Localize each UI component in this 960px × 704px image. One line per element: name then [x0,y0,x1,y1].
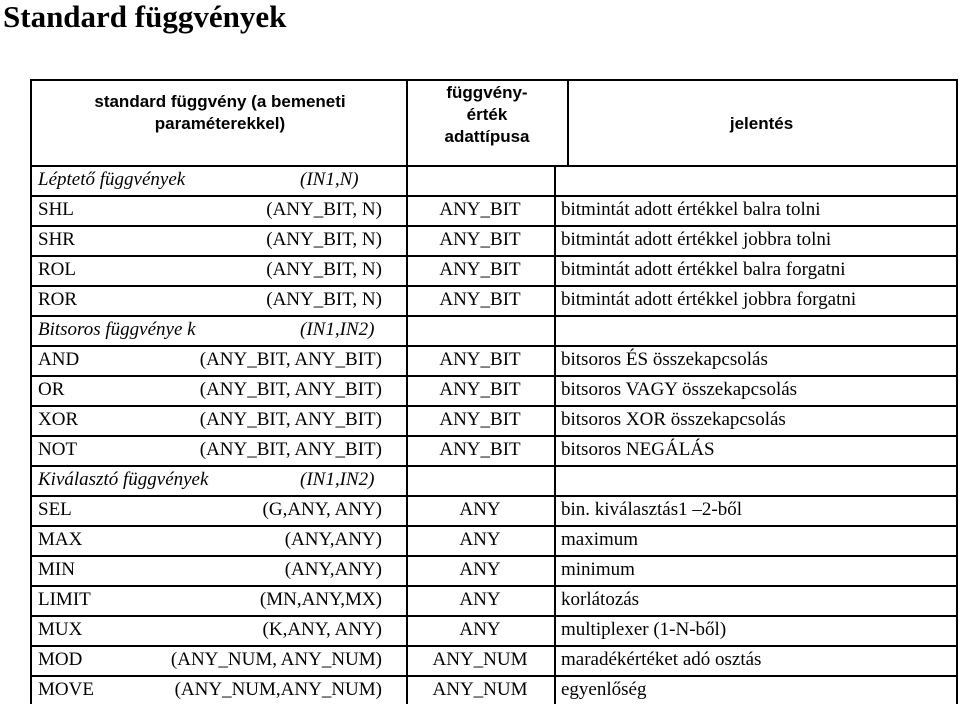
column-divider [554,195,556,225]
return-type: ANY_BIT [439,409,521,430]
column-divider [554,405,556,435]
function-table [30,79,958,704]
function-name: LIMIT [38,589,91,610]
meaning: bitmintát adott értékkel balra forgatni [561,259,846,280]
return-type: ANY_BIT [439,289,521,310]
meaning: bitmintát adott értékkel jobbra tolni [561,229,832,250]
function-args: (ANY_BIT, N) [266,259,382,280]
column-divider [554,675,556,704]
meaning: minimum [561,559,635,580]
meaning: bitsoros VAGY összekapcsolás [561,379,798,400]
row-divider [30,585,958,587]
column-divider [554,225,556,255]
column-divider [554,315,556,345]
header-meaning-label: jelentés [729,114,794,133]
row-divider [30,345,958,347]
column-divider [554,525,556,555]
column-divider [554,555,556,585]
column-divider [554,435,556,465]
column-divider [406,285,408,315]
column-divider [554,495,556,525]
return-type: ANY [459,499,501,520]
column-divider [406,255,408,285]
row-divider [30,285,958,287]
column-divider [554,465,556,495]
return-type: ANY [459,529,501,550]
header-function-line: standard függvény (a bemeneti [94,92,346,111]
return-type: ANY_BIT [439,259,521,280]
column-divider [554,585,556,615]
row-divider [30,465,958,467]
header-function-line: paraméterekkel) [154,114,286,133]
function-args: (ANY_NUM, ANY_NUM) [170,649,382,670]
function-name: SEL [38,499,72,520]
row-divider [30,225,958,227]
function-name: MAX [38,529,83,550]
row-divider [30,195,958,197]
column-divider [406,465,408,495]
column-divider [406,645,408,675]
meaning: maximum [561,529,639,550]
row-divider [30,79,958,81]
meaning: bitsoros XOR összekapcsolás [561,409,786,430]
function-args: (MN,ANY,MX) [259,589,382,610]
return-type: ANY_BIT [439,349,521,370]
function-name: MUX [38,619,83,640]
return-type: ANY [459,559,501,580]
column-divider [554,255,556,285]
function-args: (ANY_BIT, ANY_BIT) [199,379,382,400]
function-name: SHL [38,199,74,220]
header-type-line: érték [466,105,508,124]
row-divider [30,495,958,497]
column-divider [406,435,408,465]
row-divider [30,405,958,407]
meaning: korlátozás [561,589,640,610]
section-params: (IN1,IN2) [300,469,375,490]
meaning: maradékértéket adó osztás [561,649,762,670]
column-divider [956,79,958,704]
header-meaning-col [565,113,958,135]
function-args: (ANY_BIT, ANY_BIT) [199,409,382,430]
column-divider [406,615,408,645]
header-type-col [410,82,564,148]
return-type: ANY_BIT [439,199,521,220]
row-divider [30,435,958,437]
return-type: ANY_NUM [432,679,528,700]
return-type: ANY_BIT [439,439,521,460]
row-divider [30,255,958,257]
meaning: bitmintát adott értékkel jobbra forgatni [561,289,857,310]
column-divider [554,645,556,675]
column-divider [406,585,408,615]
function-name: ROR [38,289,78,310]
section-title: Léptető függvények [38,169,186,190]
meaning: bitsoros NEGÁLÁS [561,439,715,460]
return-type: ANY_BIT [439,379,521,400]
column-divider [406,315,408,345]
function-name: SHR [38,229,75,250]
row-divider [30,645,958,647]
function-args: (ANY_NUM,ANY_NUM) [174,679,382,700]
function-name: ROL [38,259,76,280]
function-name: MOVE [38,679,94,700]
row-divider [30,555,958,557]
function-args: (ANY_BIT, N) [266,199,382,220]
function-args: (ANY_BIT, ANY_BIT) [199,349,382,370]
column-divider [406,495,408,525]
column-divider [554,165,556,195]
return-type: ANY_NUM [432,649,528,670]
function-args: (G,ANY, ANY) [262,499,382,520]
column-divider [406,375,408,405]
column-divider [406,675,408,704]
meaning: bitsoros ÉS összekapcsolás [561,349,768,370]
column-divider [567,79,569,165]
column-divider [554,345,556,375]
row-divider [30,675,958,677]
function-args: (ANY_BIT, N) [266,229,382,250]
meaning: bitmintát adott értékkel balra tolni [561,199,821,220]
function-args: (ANY_BIT, N) [266,289,382,310]
column-divider [554,615,556,645]
header-type-line: függvény- [446,83,528,102]
function-name: AND [38,349,80,370]
column-divider [406,405,408,435]
meaning: multiplexer (1-N-ből) [561,619,727,640]
section-title: Bitsoros függvénye k [38,319,196,340]
column-divider [30,79,32,704]
section-params: (IN1,IN2) [300,319,375,340]
column-divider [406,225,408,255]
row-divider [30,375,958,377]
header-type-line: adattípusa [444,127,530,146]
return-type: ANY [459,619,501,640]
function-args: (ANY,ANY) [284,529,382,550]
section-title: Kiválasztó függvények [38,469,209,490]
function-args: (ANY,ANY) [284,559,382,580]
return-type: ANY [459,589,501,610]
column-divider [406,345,408,375]
function-name: XOR [38,409,79,430]
meaning: egyenlőség [561,679,647,700]
function-name: MOD [38,649,83,670]
meaning: bin. kiválasztás1 –2-ből [561,499,742,520]
column-divider [406,525,408,555]
page-title: Standard függvények [3,0,287,34]
function-args: (ANY_BIT, ANY_BIT) [199,439,382,460]
function-args: (K,ANY, ANY) [262,619,382,640]
column-divider [406,555,408,585]
row-divider [30,615,958,617]
function-name: NOT [38,439,78,460]
header-function-col [34,91,406,135]
column-divider [406,195,408,225]
function-name: OR [38,379,65,400]
column-divider [406,79,408,165]
column-divider [554,285,556,315]
row-divider [30,525,958,527]
return-type: ANY_BIT [439,229,521,250]
row-divider [30,165,958,167]
section-params: (IN1,N) [300,169,359,190]
row-divider [30,315,958,317]
function-name: MIN [38,559,75,580]
column-divider [406,165,408,195]
column-divider [554,375,556,405]
